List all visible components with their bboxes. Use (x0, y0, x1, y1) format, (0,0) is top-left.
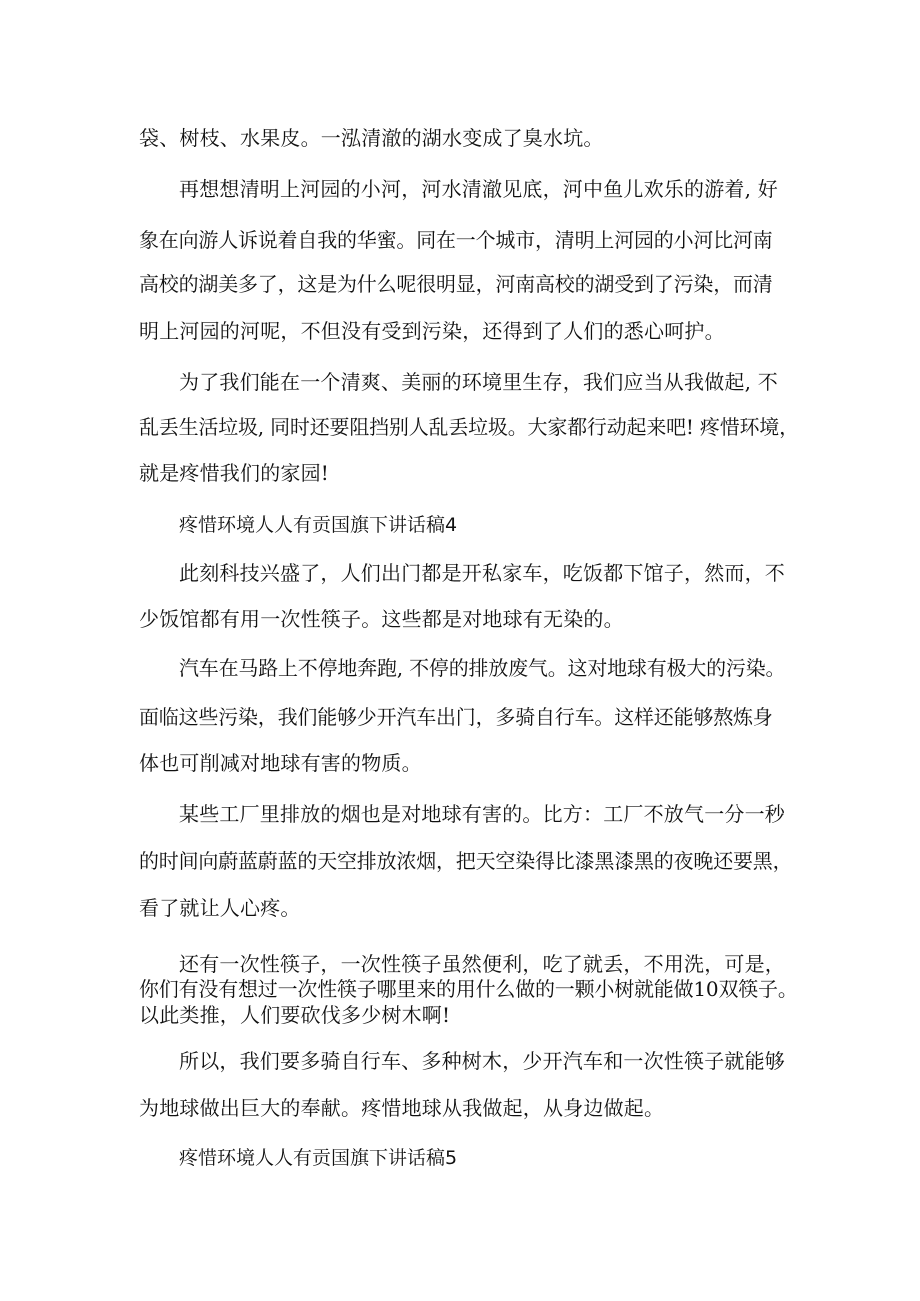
paragraph-line: 明上河园的河呢，不但没有受到污染，还得到了人们的悉心呵护。 (139, 319, 725, 343)
paragraph-line: 就是疼惜我们的家园! (139, 461, 330, 485)
paragraph-line: 体也可削减对地球有害的物质。 (139, 751, 422, 775)
paragraph-line: 还有一次性筷子，一次性筷子虽然便利，吃了就丢，不用洗，可是， (179, 952, 785, 976)
paragraph-line: 再想想清明上河园的小河，河水清澈见底，河中鱼儿欢乐的游着, 好 (179, 177, 778, 201)
paragraph-line: 乱丢生活垃圾, 同时还要阻挡别人乱丢垃圾。大家都行动起来吧! 疼惜环境， (139, 415, 799, 439)
paragraph-line: 某些工厂里排放的烟也是对地球有害的。比方：工厂不放气一分一秒 (179, 802, 785, 826)
paragraph-line: 此刻科技兴盛了，人们出门都是开私家车，吃饭都下馆子，然而，不 (179, 561, 785, 585)
paragraph-line: 为了我们能在一个清爽、美丽的环境里生存，我们应当从我做起, 不 (179, 370, 778, 394)
section-heading: 疼惜环境人人有贡国旗下讲话稿5 (179, 1147, 458, 1169)
paragraph-line: 的时间向蔚蓝蔚蓝的天空排放浓烟，把天空染得比漆黑漆黑的夜晚还要黑， (139, 849, 793, 873)
section-heading: 疼惜环境人人有贡国旗下讲话稿4 (179, 514, 458, 536)
paragraph-line: 以此类推，人们要砍伐多少树木啊! (139, 1003, 451, 1027)
paragraph-line: 高校的湖美多了，这是为什么呢很明显，河南高校的湖受到了污染，而清 (139, 272, 773, 296)
paragraph-line: 为地球做出巨大的奉献。疼惜地球从我做起，从身边做起。 (139, 1096, 665, 1120)
paragraph-line: 你们有没有想过一次性筷子哪里来的用什么做的一颗小树就能做10双筷子。 (139, 977, 798, 1001)
paragraph-line: 象在向游人诉说着自我的华蜜。同在一个城市，清明上河园的小河比河南 (139, 228, 773, 252)
paragraph-line: 面临这些污染，我们能够少开汽车出门，多骑自行车。这样还能够熬炼身 (139, 705, 773, 729)
paragraph-line: 所以，我们要多骑自行车、多种树木，少开汽车和一次性筷子就能够 (179, 1049, 785, 1073)
paragraph-line: 汽车在马路上不停地奔跑, 不停的排放废气。这对地球有极大的污染。 (179, 656, 786, 680)
paragraph-line: 少饭馆都有用一次性筷子。这些都是对地球有无染的。 (139, 607, 624, 631)
paragraph-line: 看了就让人心疼。 (139, 896, 301, 920)
paragraph-line: 袋、树枝、水果皮。一泓清澈的湖水变成了臭水坑。 (139, 126, 604, 150)
